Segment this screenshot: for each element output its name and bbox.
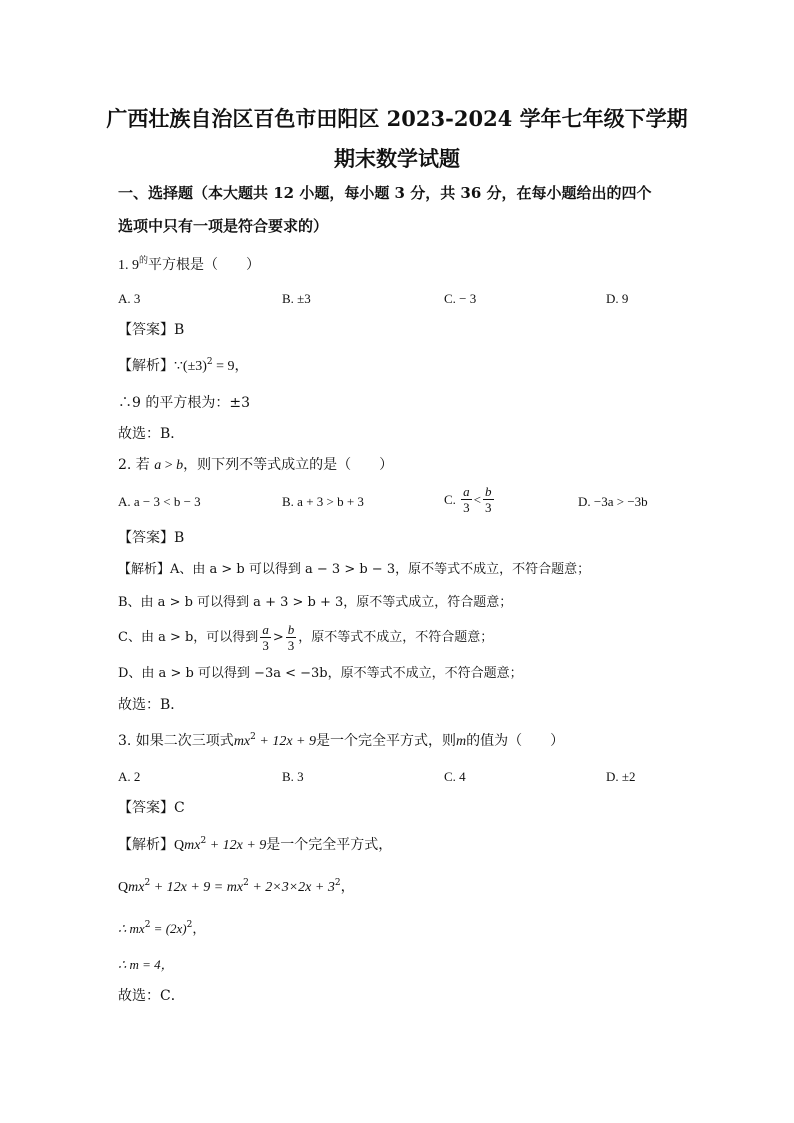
analysis-label: 【解析】	[118, 837, 174, 853]
question-3-option-a: A. 2	[118, 769, 141, 784]
question-2-answer: 【答案】B	[118, 530, 185, 546]
section-header-line1: 一、选择题（本大题共 12 小题，每小题 3 分，共 36 分，在每小题给出的四个	[118, 184, 652, 202]
question-1-option-c: C. − 3	[444, 291, 477, 306]
question-1-option-d: D. 9	[606, 291, 629, 306]
section-header-line2: 选项中只有一项是符合要求的）	[118, 217, 329, 235]
fraction-numerator: b	[287, 622, 295, 637]
question-1-number: 1. 9	[118, 258, 139, 273]
fraction	[483, 484, 494, 515]
question-2-option-d: D. −3a > −3b	[578, 494, 648, 509]
document-title-line1: 广西壮族自治区百色市田阳区 2023-2024 学年七年级下学期	[106, 106, 688, 131]
question-3-expansion-end: ，	[340, 879, 355, 895]
question-3-analysis-mx: mx	[184, 838, 201, 853]
question-3-step3: ∴ mx	[118, 921, 145, 936]
question-3-conclusion: 故选：C．	[118, 988, 185, 1004]
question-3-stem-b: + 12x + 9	[255, 734, 316, 749]
fraction-denominator: 3	[463, 500, 470, 515]
question-2-option-c	[444, 484, 496, 515]
because-symbol: Q	[174, 838, 185, 853]
question-3-expansion-left: mx	[128, 880, 145, 895]
question-3-analysis-text: 是一个完全平方式，	[266, 837, 393, 853]
question-3-stem-c: 是一个完全平方式，则	[315, 733, 456, 749]
question-3-step3-exp: 2	[144, 920, 151, 930]
question-3-stem-exp: 2	[250, 732, 256, 742]
question-3-answer: 【答案】C	[118, 800, 185, 816]
fraction	[286, 622, 297, 653]
question-3-expansion-exp3: 2	[334, 878, 341, 888]
question-3-analysis-2	[118, 880, 355, 895]
question-1-analysis-math: ∵(±3)	[174, 359, 207, 374]
question-2-stem-part: 2. 若	[118, 457, 155, 473]
question-2-conclusion: 故选：B．	[118, 697, 185, 713]
question-2-stem	[118, 458, 393, 473]
question-3-analysis-rest: + 12x + 9	[206, 838, 267, 853]
question-3-expansion-mid2: + 2×3×2x + 3	[248, 880, 335, 895]
question-2-option-b: B. a + 3 > b + 3	[282, 494, 364, 509]
question-2-option-c-op: <	[473, 492, 482, 507]
question-3-analysis-4: ∴ m = 4，	[118, 957, 174, 972]
question-2-analysis-c	[118, 622, 493, 653]
question-2-stem-rest: ，则下列不等式成立的是（ ）	[183, 457, 394, 473]
because-symbol: Q	[118, 880, 129, 895]
question-3-analysis-3	[118, 922, 205, 936]
question-3-step3-mid: = (2x)	[150, 921, 187, 936]
question-1-conclusion: 故选：B．	[118, 426, 185, 442]
fraction-denominator: 3	[262, 638, 269, 653]
question-2-analysis-d: D、由 a > b 可以得到 −3a < −3b，原不等式不成立，不符合题意；	[118, 666, 523, 681]
question-2-option-c-label: C.	[444, 492, 456, 507]
fraction	[260, 622, 271, 653]
question-1-stem-sup: 的	[139, 256, 149, 266]
fraction-numerator: b	[485, 484, 492, 499]
question-3-option-c: C. 4	[444, 769, 466, 784]
fraction	[461, 484, 472, 515]
question-3-step3-exp2: 2	[186, 920, 193, 930]
question-1-stem	[118, 258, 260, 273]
question-2-analysis-b: B、由 a > b 可以得到 a + 3 > b + 3，原不等式成立，符合题意；	[118, 595, 513, 610]
question-3-analysis-exp: 2	[200, 836, 207, 846]
question-1-answer: 【答案】B	[118, 322, 185, 338]
document-title-line2: 期末数学试题	[334, 146, 460, 171]
fraction-denominator: 3	[485, 500, 492, 515]
question-1-option-a: A. 3	[118, 291, 141, 306]
question-1-analysis-rest: = 9，	[212, 359, 249, 374]
question-3-analysis-1	[118, 838, 392, 853]
question-3-stem	[118, 734, 564, 749]
question-2-option-a: A. a − 3 < b − 3	[118, 494, 201, 509]
fraction-numerator: a	[463, 484, 470, 499]
question-2-analysis-a: 【解析】A、由 a > b 可以得到 a − 3 > b − 3，原不等式不成立，不符合题意；	[118, 562, 591, 577]
question-3-stem-d: 的值为（ ）	[466, 733, 565, 749]
question-3-expansion-exp1: 2	[144, 878, 151, 888]
analysis-label: 【解析】	[118, 358, 174, 374]
question-2-analysis-c-suffix: ，原不等式不成立，不符合题意；	[298, 630, 494, 645]
question-3-stem-var: m	[455, 734, 467, 749]
question-1-therefore: ∴9 的平方根为：±3	[118, 395, 250, 411]
question-2-analysis-c-prefix: C、由 a > b，可以得到	[118, 630, 259, 645]
question-3-option-d: D. ±2	[606, 769, 636, 784]
question-2-stem-op: >	[161, 458, 177, 473]
fraction-numerator: a	[262, 622, 269, 637]
question-3-expansion-mid: + 12x + 9 = mx	[150, 880, 244, 895]
question-2-stem-var-a: a	[154, 458, 162, 473]
question-2-analysis-c-op: >	[272, 630, 284, 645]
question-3-stem-a: 3. 如果二次三项式	[118, 733, 234, 749]
question-1-analysis-exp: 2	[206, 357, 213, 367]
question-1-stem-text: 平方根是（ ）	[148, 257, 261, 273]
question-3-option-b: B. 3	[282, 769, 304, 784]
question-1-option-b: B. ±3	[282, 291, 311, 306]
fraction-denominator: 3	[287, 638, 295, 653]
question-3-step3-end: ，	[192, 922, 206, 937]
question-2-stem-var-b: b	[176, 458, 184, 473]
question-1-analysis	[118, 359, 249, 374]
question-3-stem-mx: mx	[233, 734, 251, 749]
question-3-expansion-exp2: 2	[243, 878, 249, 888]
